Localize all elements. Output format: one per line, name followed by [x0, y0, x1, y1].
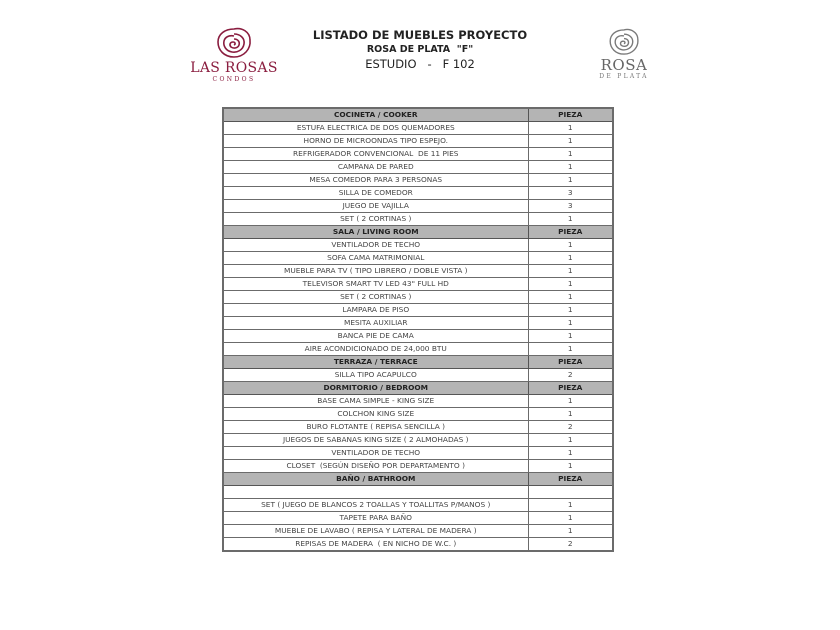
item-row [223, 525, 613, 538]
item-row [223, 291, 613, 304]
quantity-column-header: PIEZA [528, 473, 613, 486]
item-name: JUEGOS DE SABANAS KING SIZE ( 2 ALMOHADAS ) [223, 434, 528, 447]
item-name: CAMPANA DE PARED [223, 161, 528, 174]
rosa-de-plata-logo [592, 27, 656, 85]
item-quantity: 1 [528, 499, 613, 512]
item-row [223, 135, 613, 148]
item-quantity: 1 [528, 148, 613, 161]
document-title: LISTADO DE MUEBLES PROYECTO [312, 28, 528, 42]
furniture-list-body [223, 108, 613, 551]
item-row [223, 408, 613, 421]
section-header-row [223, 356, 613, 369]
section-header-row [223, 226, 613, 239]
item-quantity: 1 [528, 317, 613, 330]
item-row [223, 421, 613, 434]
item-quantity: 1 [528, 239, 613, 252]
item-quantity: 1 [528, 512, 613, 525]
section-header-row [223, 473, 613, 486]
item-row [223, 187, 613, 200]
item-name: TAPETE PARA BAÑO [223, 512, 528, 525]
item-row [223, 265, 613, 278]
quantity-column-header: PIEZA [528, 382, 613, 395]
las-rosas-condos-logo [184, 26, 284, 88]
item-quantity: 1 [528, 161, 613, 174]
item-row [223, 499, 613, 512]
item-name: AIRE ACONDICIONADO DE 24,000 BTU [223, 343, 528, 356]
item-row [223, 538, 613, 552]
item-row [223, 304, 613, 317]
item-row [223, 447, 613, 460]
item-quantity: 2 [528, 421, 613, 434]
section-header-row [223, 382, 613, 395]
document-unit: ESTUDIO - F 102 [365, 57, 475, 71]
item-row [223, 317, 613, 330]
item-quantity: 1 [528, 408, 613, 421]
item-quantity: 1 [528, 278, 613, 291]
item-quantity: 3 [528, 187, 613, 200]
section-title: DORMITORIO / BEDROOM [223, 382, 528, 395]
item-name: MESITA AUXILIAR [223, 317, 528, 330]
item-row [223, 200, 613, 213]
item-row [223, 278, 613, 291]
item-quantity: 1 [528, 525, 613, 538]
logo-left-sub: CONDOS [212, 76, 256, 83]
item-row [223, 434, 613, 447]
item-row [223, 122, 613, 135]
item-quantity: 1 [528, 174, 613, 187]
item-name [223, 486, 528, 499]
item-quantity: 2 [528, 369, 613, 382]
item-row [223, 252, 613, 265]
item-quantity: 1 [528, 213, 613, 226]
item-name: SILLA TIPO ACAPULCO [223, 369, 528, 382]
item-name: REPISAS DE MADERA ( EN NICHO DE W.C. ) [223, 538, 528, 552]
item-row [223, 213, 613, 226]
item-row [223, 330, 613, 343]
item-name: SOFA CAMA MATRIMONIAL [223, 252, 528, 265]
item-name: TELEVISOR SMART TV LED 43" FULL HD [223, 278, 528, 291]
item-row [223, 239, 613, 252]
section-header-row [223, 108, 613, 122]
item-name: SILLA DE COMEDOR [223, 187, 528, 200]
item-row [223, 148, 613, 161]
item-name: CLOSET (SEGÚN DISEÑO POR DEPARTAMENTO ) [223, 460, 528, 473]
furniture-list-table [222, 107, 614, 552]
item-quantity: 1 [528, 395, 613, 408]
item-name: VENTILADOR DE TECHO [223, 239, 528, 252]
item-quantity: 2 [528, 538, 613, 552]
item-name: SET ( 2 CORTINAS ) [223, 291, 528, 304]
item-row [223, 369, 613, 382]
item-name: LAMPARA DE PISO [223, 304, 528, 317]
item-quantity: 3 [528, 200, 613, 213]
logo-right-sub: DE PLATA [599, 73, 649, 80]
document-subtitle: ROSA DE PLATA "F" [366, 44, 474, 55]
item-row [223, 174, 613, 187]
section-title: BAÑO / BATHROOM [223, 473, 528, 486]
logo-left-name: LAS ROSAS [190, 60, 278, 76]
item-name: SET ( 2 CORTINAS ) [223, 213, 528, 226]
item-name: VENTILADOR DE TECHO [223, 447, 528, 460]
item-row [223, 343, 613, 356]
item-row [223, 512, 613, 525]
quantity-column-header: PIEZA [528, 108, 613, 122]
item-quantity: 1 [528, 252, 613, 265]
item-name: ESTUFA ELECTRICA DE DOS QUEMADORES [223, 122, 528, 135]
item-name: BANCA PIE DE CAMA [223, 330, 528, 343]
item-name: REFRIGERADOR CONVENCIONAL DE 11 PIES [223, 148, 528, 161]
item-quantity: 1 [528, 291, 613, 304]
item-name: MUEBLE PARA TV ( TIPO LIBRERO / DOBLE VISTA ) [223, 265, 528, 278]
item-name: MUEBLE DE LAVABO ( REPISA Y LATERAL DE MADERA ) [223, 525, 528, 538]
item-quantity: 1 [528, 460, 613, 473]
logo-right-name: ROSA [600, 56, 648, 74]
item-quantity: 1 [528, 343, 613, 356]
item-row [223, 161, 613, 174]
item-quantity: 1 [528, 330, 613, 343]
item-name: COLCHON KING SIZE [223, 408, 528, 421]
item-row [223, 486, 613, 499]
item-name: MESA COMEDOR PARA 3 PERSONAS [223, 174, 528, 187]
section-title: COCINETA / COOKER [223, 108, 528, 122]
item-quantity: 1 [528, 447, 613, 460]
item-quantity: 1 [528, 304, 613, 317]
item-quantity [528, 486, 613, 499]
section-title: TERRAZA / TERRACE [223, 356, 528, 369]
quantity-column-header: PIEZA [528, 226, 613, 239]
item-name: BURO FLOTANTE ( REPISA SENCILLA ) [223, 421, 528, 434]
rose-icon [212, 26, 256, 60]
item-quantity: 1 [528, 434, 613, 447]
item-quantity: 1 [528, 122, 613, 135]
item-quantity: 1 [528, 265, 613, 278]
item-row [223, 460, 613, 473]
rose-icon [605, 27, 643, 57]
item-name: SET ( JUEGO DE BLANCOS 2 TOALLAS Y TOALLITAS P/MANOS ) [223, 499, 528, 512]
document-header [280, 28, 560, 72]
item-name: HORNO DE MICROONDAS TIPO ESPEJO. [223, 135, 528, 148]
item-name: BASE CAMA SIMPLE - KING SIZE [223, 395, 528, 408]
item-name: JUEGO DE VAJILLA [223, 200, 528, 213]
item-quantity: 1 [528, 135, 613, 148]
quantity-column-header: PIEZA [528, 356, 613, 369]
section-title: SALA / LIVING ROOM [223, 226, 528, 239]
item-row [223, 395, 613, 408]
